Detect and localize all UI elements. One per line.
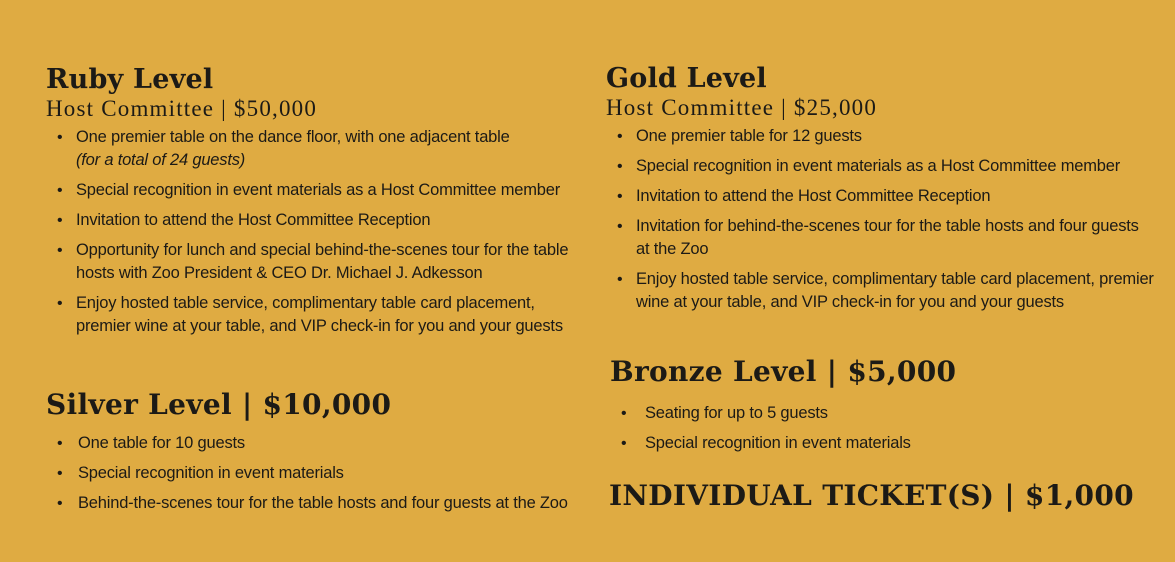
benefit-item: • Behind-the-scenes tour for the table hosts and four guests at the Zoo: [46, 492, 606, 515]
benefit-item: • Special recognition in event materials: [46, 462, 606, 485]
gold-level-price: Host Committee | $25,000: [606, 95, 878, 120]
silver-level-title: Silver Level | $10,000: [46, 388, 392, 421]
gold-level-section: [606, 63, 1156, 321]
benefit-note: (for a total of 24 guests): [76, 151, 246, 169]
ruby-benefits-list: [46, 126, 576, 338]
individual-ticket-section: [609, 479, 1169, 513]
benefit-item: • One premier table on the dance floor, with one adjacent table (for a total of 24 guests): [46, 126, 576, 172]
gold-level-title: Gold Level: [606, 63, 767, 94]
individual-ticket-title: INDIVIDUAL TICKET(S) | $1,000: [609, 479, 1134, 512]
benefit-item: • Seating for up to 5 guests: [610, 402, 1160, 425]
benefit-item: • Invitation for behind-the-scenes tour for the table hosts and four guests at the Zoo: [606, 215, 1156, 261]
bronze-level-title: Bronze Level | $5,000: [610, 355, 957, 388]
benefit-item: • Special recognition in event materials: [610, 432, 1160, 455]
silver-benefits-list: [46, 432, 606, 515]
ruby-level-title: Ruby Level: [46, 64, 214, 95]
benefit-item: • Invitation to attend the Host Committee Reception: [46, 209, 576, 232]
benefit-item: • Opportunity for lunch and special behind-the-scenes tour for the table hosts with Zoo President & CEO Dr. Michael J. Adkesson: [46, 239, 576, 285]
benefit-item: • One table for 10 guests: [46, 432, 606, 455]
bronze-benefits-list: [610, 402, 1160, 455]
ruby-level-section: [46, 64, 576, 345]
benefit-item: • One premier table for 12 guests: [606, 125, 1156, 148]
bronze-level-section: [610, 355, 1160, 462]
benefit-item: • Special recognition in event materials as a Host Committee member: [606, 155, 1156, 178]
gold-benefits-list: [606, 125, 1156, 314]
benefit-item: • Enjoy hosted table service, complimentary table card placement, premier wine at your table, and VIP check-in for you and your guests: [606, 268, 1156, 314]
silver-level-section: [46, 388, 606, 522]
ruby-level-price: Host Committee | $50,000: [46, 96, 318, 121]
benefit-item: • Enjoy hosted table service, complimentary table card placement, premier wine at your table, and VIP check-in for you and your guests: [46, 292, 576, 338]
benefit-item: • Invitation to attend the Host Committee Reception: [606, 185, 1156, 208]
benefit-item: • Special recognition in event materials as a Host Committee member: [46, 179, 576, 202]
